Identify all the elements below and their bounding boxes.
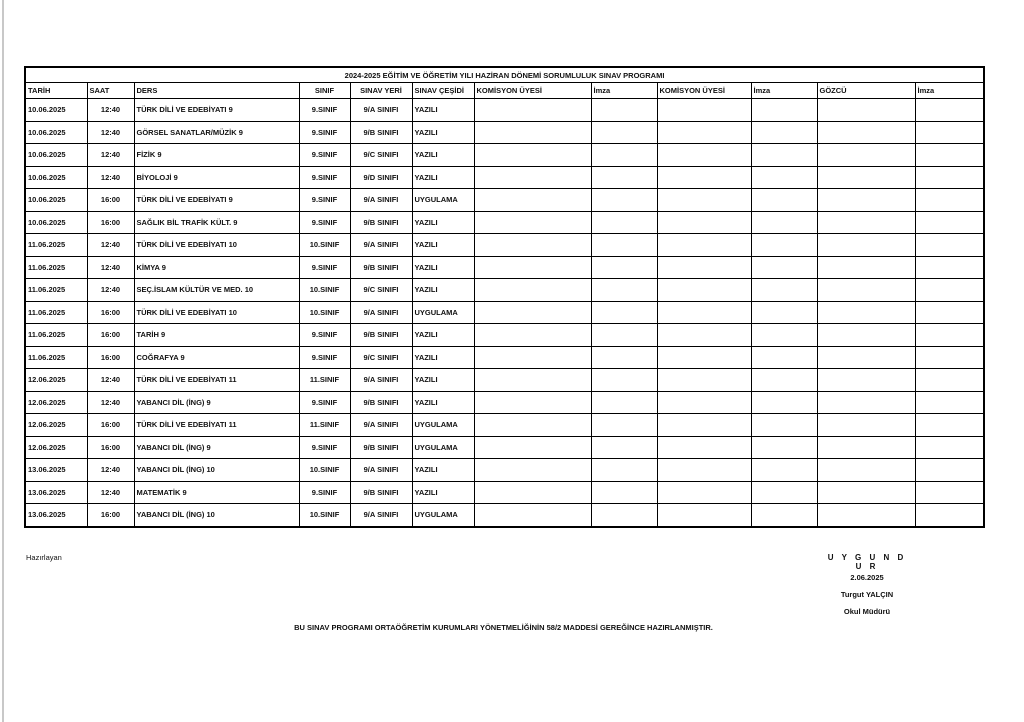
col-sinav-cesidi: SINAV ÇEŞİDİ [412,83,474,99]
cell-sinav-yeri: 9/A SINIFI [350,99,412,122]
cell-gozcu [817,481,915,504]
cell-komisyon-uyesi-2 [657,324,751,347]
cell-sinif: 9.SINIF [299,211,350,234]
cell-sinif: 10.SINIF [299,279,350,302]
cell-ders: MATEMATİK 9 [134,481,299,504]
col-imza-1: İmza [591,83,657,99]
cell-sinav-cesidi: YAZILI [412,121,474,144]
cell-imza-1 [591,391,657,414]
prepared-by-label: Hazırlayan [26,553,62,562]
cell-gozcu [817,459,915,482]
cell-komisyon-uyesi-1 [474,504,591,527]
cell-sinav-cesidi: UYGULAMA [412,301,474,324]
cell-komisyon-uyesi-1 [474,121,591,144]
cell-imza-3 [915,99,984,122]
cell-imza-3 [915,391,984,414]
cell-imza-2 [751,324,817,347]
cell-saat: 16:00 [87,504,134,527]
cell-komisyon-uyesi-1 [474,414,591,437]
cell-ders: GÖRSEL SANATLAR/MÜZİK 9 [134,121,299,144]
cell-imza-3 [915,346,984,369]
cell-komisyon-uyesi-1 [474,324,591,347]
cell-gozcu [817,414,915,437]
cell-imza-3 [915,144,984,167]
cell-sinav-yeri: 9/B SINIFI [350,256,412,279]
cell-sinav-cesidi: YAZILI [412,481,474,504]
footer-note: BU SINAV PROGRAMI ORTAÖĞRETİM KURUMLARI YÖNETMELİĞİNİN 58/2 MADDESİ GEREĞİNCE HAZIRLANMIŞTIR. [294,623,713,632]
cell-imza-1 [591,369,657,392]
cell-tarih: 11.06.2025 [25,279,87,302]
cell-sinav-yeri: 9/A SINIFI [350,459,412,482]
cell-saat: 16:00 [87,301,134,324]
cell-sinav-cesidi: YAZILI [412,391,474,414]
cell-sinif: 9.SINIF [299,391,350,414]
cell-imza-3 [915,436,984,459]
cell-imza-3 [915,459,984,482]
exam-schedule-table [24,66,985,528]
cell-sinav-yeri: 9/B SINIFI [350,436,412,459]
cell-saat: 12:40 [87,369,134,392]
cell-saat: 16:00 [87,414,134,437]
col-komisyon-uyesi-2: KOMİSYON ÜYESİ [657,83,751,99]
cell-sinav-yeri: 9/A SINIFI [350,234,412,257]
cell-tarih: 10.06.2025 [25,166,87,189]
cell-imza-1 [591,324,657,347]
table-row [25,301,984,324]
table-row [25,279,984,302]
cell-saat: 16:00 [87,346,134,369]
cell-komisyon-uyesi-1 [474,234,591,257]
cell-imza-1 [591,459,657,482]
cell-ders: YABANCI DİL (İNG) 9 [134,391,299,414]
cell-sinif: 10.SINIF [299,234,350,257]
cell-sinav-cesidi: YAZILI [412,144,474,167]
cell-imza-3 [915,279,984,302]
cell-komisyon-uyesi-1 [474,166,591,189]
cell-imza-1 [591,504,657,527]
cell-komisyon-uyesi-2 [657,369,751,392]
cell-imza-1 [591,144,657,167]
cell-tarih: 10.06.2025 [25,99,87,122]
table-row [25,504,984,527]
cell-tarih: 12.06.2025 [25,369,87,392]
cell-tarih: 13.06.2025 [25,459,87,482]
cell-gozcu [817,144,915,167]
cell-imza-2 [751,504,817,527]
cell-imza-2 [751,234,817,257]
cell-imza-1 [591,436,657,459]
cell-komisyon-uyesi-2 [657,481,751,504]
cell-ders: COĞRAFYA 9 [134,346,299,369]
approval-date: 2.06.2025 [850,573,884,582]
cell-imza-2 [751,144,817,167]
cell-tarih: 12.06.2025 [25,414,87,437]
cell-imza-2 [751,346,817,369]
cell-ders: TÜRK DİLİ VE EDEBİYATI 10 [134,301,299,324]
table-row [25,256,984,279]
cell-sinif: 9.SINIF [299,436,350,459]
cell-tarih: 13.06.2025 [25,481,87,504]
cell-imza-2 [751,121,817,144]
cell-imza-3 [915,211,984,234]
col-imza-3: İmza [915,83,984,99]
cell-komisyon-uyesi-2 [657,234,751,257]
cell-tarih: 12.06.2025 [25,436,87,459]
cell-komisyon-uyesi-1 [474,301,591,324]
cell-komisyon-uyesi-2 [657,279,751,302]
cell-sinif: 9.SINIF [299,481,350,504]
cell-tarih: 11.06.2025 [25,256,87,279]
cell-imza-2 [751,99,817,122]
cell-komisyon-uyesi-2 [657,99,751,122]
cell-ders: YABANCI DİL (İNG) 10 [134,459,299,482]
cell-gozcu [817,436,915,459]
cell-imza-1 [591,234,657,257]
cell-sinif: 9.SINIF [299,256,350,279]
cell-komisyon-uyesi-1 [474,144,591,167]
cell-gozcu [817,99,915,122]
approval-stamp: U Y G U N D U R [827,553,907,571]
cell-sinif: 11.SINIF [299,414,350,437]
cell-sinif: 9.SINIF [299,121,350,144]
cell-saat: 12:40 [87,166,134,189]
cell-gozcu [817,189,915,212]
cell-sinif: 9.SINIF [299,144,350,167]
cell-sinav-cesidi: UYGULAMA [412,504,474,527]
cell-imza-2 [751,414,817,437]
cell-sinav-cesidi: YAZILI [412,369,474,392]
table-row [25,391,984,414]
col-sinif: SINIF [299,83,350,99]
cell-ders: YABANCI DİL (İNG) 10 [134,504,299,527]
cell-sinav-cesidi: YAZILI [412,99,474,122]
cell-imza-2 [751,436,817,459]
cell-sinav-yeri: 9/D SINIFI [350,166,412,189]
cell-sinav-cesidi: UYGULAMA [412,414,474,437]
cell-komisyon-uyesi-2 [657,121,751,144]
table-row [25,414,984,437]
cell-saat: 12:40 [87,99,134,122]
cell-sinav-yeri: 9/A SINIFI [350,414,412,437]
cell-sinav-cesidi: YAZILI [412,211,474,234]
cell-ders: TÜRK DİLİ VE EDEBİYATI 11 [134,369,299,392]
cell-sinav-yeri: 9/A SINIFI [350,504,412,527]
cell-imza-3 [915,256,984,279]
cell-saat: 12:40 [87,256,134,279]
cell-sinav-yeri: 9/B SINIFI [350,324,412,347]
cell-tarih: 11.06.2025 [25,301,87,324]
cell-saat: 16:00 [87,436,134,459]
cell-komisyon-uyesi-2 [657,301,751,324]
cell-sinav-cesidi: YAZILI [412,166,474,189]
cell-imza-1 [591,99,657,122]
col-ders: DERS [134,83,299,99]
cell-komisyon-uyesi-2 [657,189,751,212]
cell-sinif: 10.SINIF [299,301,350,324]
cell-imza-1 [591,256,657,279]
cell-imza-3 [915,369,984,392]
cell-imza-3 [915,121,984,144]
page-edge [2,0,4,722]
col-sinav-yeri: SINAV YERİ [350,83,412,99]
cell-komisyon-uyesi-2 [657,504,751,527]
cell-sinav-cesidi: YAZILI [412,324,474,347]
cell-gozcu [817,166,915,189]
cell-saat: 12:40 [87,481,134,504]
cell-komisyon-uyesi-1 [474,436,591,459]
table-row [25,481,984,504]
cell-imza-2 [751,481,817,504]
table-row [25,346,984,369]
cell-komisyon-uyesi-2 [657,391,751,414]
cell-gozcu [817,504,915,527]
cell-imza-3 [915,189,984,212]
cell-tarih: 10.06.2025 [25,144,87,167]
cell-sinav-yeri: 9/B SINIFI [350,121,412,144]
cell-ders: TÜRK DİLİ VE EDEBİYATI 11 [134,414,299,437]
cell-sinav-yeri: 9/C SINIFI [350,346,412,369]
table-row [25,234,984,257]
cell-imza-2 [751,459,817,482]
schedule-title: 2024-2025 EĞİTİM VE ÖĞRETİM YILI HAZİRAN DÖNEMİ SORUMLULUK SINAV PROGRAMI [25,67,984,83]
cell-imza-3 [915,504,984,527]
cell-imza-2 [751,189,817,212]
cell-komisyon-uyesi-2 [657,211,751,234]
cell-saat: 16:00 [87,189,134,212]
principal-title: Okul Müdürü [843,607,891,616]
cell-komisyon-uyesi-1 [474,99,591,122]
cell-ders: BİYOLOJİ 9 [134,166,299,189]
cell-gozcu [817,346,915,369]
cell-komisyon-uyesi-1 [474,189,591,212]
cell-sinav-cesidi: YAZILI [412,459,474,482]
cell-saat: 12:40 [87,279,134,302]
col-gozcu: GÖZCÜ [817,83,915,99]
table-row [25,189,984,212]
cell-sinav-yeri: 9/B SINIFI [350,211,412,234]
cell-sinav-cesidi: YAZILI [412,234,474,257]
col-tarih: TARİH [25,83,87,99]
cell-komisyon-uyesi-1 [474,279,591,302]
cell-imza-2 [751,391,817,414]
cell-sinif: 9.SINIF [299,189,350,212]
cell-sinav-cesidi: YAZILI [412,256,474,279]
cell-sinif: 10.SINIF [299,504,350,527]
cell-saat: 12:40 [87,234,134,257]
cell-sinif: 9.SINIF [299,166,350,189]
cell-sinav-yeri: 9/C SINIFI [350,279,412,302]
cell-imza-3 [915,234,984,257]
principal-name: Turgut YALÇIN [840,590,894,599]
cell-ders: SAĞLIK BİL TRAFİK KÜLT. 9 [134,211,299,234]
cell-tarih: 11.06.2025 [25,346,87,369]
cell-imza-1 [591,414,657,437]
cell-imza-3 [915,481,984,504]
cell-ders: TÜRK DİLİ VE EDEBİYATI 10 [134,234,299,257]
cell-tarih: 10.06.2025 [25,211,87,234]
cell-sinav-yeri: 9/A SINIFI [350,189,412,212]
cell-imza-1 [591,301,657,324]
cell-ders: TÜRK DİLİ VE EDEBİYATI 9 [134,189,299,212]
cell-imza-3 [915,324,984,347]
cell-komisyon-uyesi-1 [474,481,591,504]
cell-imza-1 [591,121,657,144]
cell-ders: SEÇ.İSLAM KÜLTÜR VE MED. 10 [134,279,299,302]
cell-komisyon-uyesi-2 [657,414,751,437]
cell-imza-1 [591,166,657,189]
cell-komisyon-uyesi-2 [657,436,751,459]
cell-saat: 12:40 [87,391,134,414]
cell-saat: 12:40 [87,121,134,144]
cell-sinav-cesidi: YAZILI [412,279,474,302]
cell-sinif: 9.SINIF [299,99,350,122]
cell-sinav-cesidi: UYGULAMA [412,189,474,212]
cell-gozcu [817,301,915,324]
table-row [25,324,984,347]
cell-komisyon-uyesi-1 [474,391,591,414]
cell-sinif: 11.SINIF [299,369,350,392]
col-saat: SAAT [87,83,134,99]
cell-sinav-yeri: 9/A SINIFI [350,369,412,392]
cell-imza-3 [915,166,984,189]
cell-gozcu [817,324,915,347]
cell-tarih: 10.06.2025 [25,121,87,144]
cell-sinif: 10.SINIF [299,459,350,482]
cell-gozcu [817,391,915,414]
table-row [25,166,984,189]
cell-imza-1 [591,189,657,212]
cell-imza-1 [591,279,657,302]
table-row [25,121,984,144]
cell-imza-3 [915,301,984,324]
cell-komisyon-uyesi-1 [474,459,591,482]
cell-ders: YABANCI DİL (İNG) 9 [134,436,299,459]
cell-komisyon-uyesi-1 [474,211,591,234]
cell-tarih: 12.06.2025 [25,391,87,414]
cell-gozcu [817,211,915,234]
cell-gozcu [817,279,915,302]
cell-komisyon-uyesi-2 [657,459,751,482]
cell-saat: 12:40 [87,459,134,482]
table-row [25,436,984,459]
cell-sinav-cesidi: YAZILI [412,346,474,369]
cell-komisyon-uyesi-2 [657,144,751,167]
cell-sinav-yeri: 9/B SINIFI [350,481,412,504]
table-row [25,459,984,482]
cell-sinav-yeri: 9/C SINIFI [350,144,412,167]
cell-komisyon-uyesi-2 [657,256,751,279]
cell-imza-2 [751,256,817,279]
cell-imza-2 [751,166,817,189]
cell-gozcu [817,369,915,392]
cell-saat: 12:40 [87,144,134,167]
cell-tarih: 13.06.2025 [25,504,87,527]
cell-komisyon-uyesi-1 [474,256,591,279]
cell-imza-2 [751,211,817,234]
cell-komisyon-uyesi-1 [474,346,591,369]
cell-imza-3 [915,414,984,437]
col-komisyon-uyesi-1: KOMİSYON ÜYESİ [474,83,591,99]
table-row [25,99,984,122]
cell-imza-2 [751,369,817,392]
cell-saat: 16:00 [87,324,134,347]
header-row [25,83,984,99]
cell-tarih: 10.06.2025 [25,189,87,212]
cell-gozcu [817,256,915,279]
cell-sinav-yeri: 9/B SINIFI [350,391,412,414]
cell-imza-2 [751,301,817,324]
cell-ders: KİMYA 9 [134,256,299,279]
table-row [25,369,984,392]
cell-imza-1 [591,346,657,369]
cell-sinav-yeri: 9/A SINIFI [350,301,412,324]
table-row [25,211,984,234]
cell-saat: 16:00 [87,211,134,234]
cell-ders: TARİH 9 [134,324,299,347]
table-row [25,144,984,167]
cell-tarih: 11.06.2025 [25,234,87,257]
cell-sinif: 9.SINIF [299,346,350,369]
cell-komisyon-uyesi-2 [657,166,751,189]
cell-tarih: 11.06.2025 [25,324,87,347]
cell-gozcu [817,234,915,257]
cell-gozcu [817,121,915,144]
cell-imza-1 [591,211,657,234]
col-imza-2: İmza [751,83,817,99]
cell-sinif: 9.SINIF [299,324,350,347]
cell-imza-1 [591,481,657,504]
cell-ders: FİZİK 9 [134,144,299,167]
cell-komisyon-uyesi-2 [657,346,751,369]
cell-komisyon-uyesi-1 [474,369,591,392]
cell-sinav-cesidi: UYGULAMA [412,436,474,459]
cell-imza-2 [751,279,817,302]
cell-ders: TÜRK DİLİ VE EDEBİYATI 9 [134,99,299,122]
